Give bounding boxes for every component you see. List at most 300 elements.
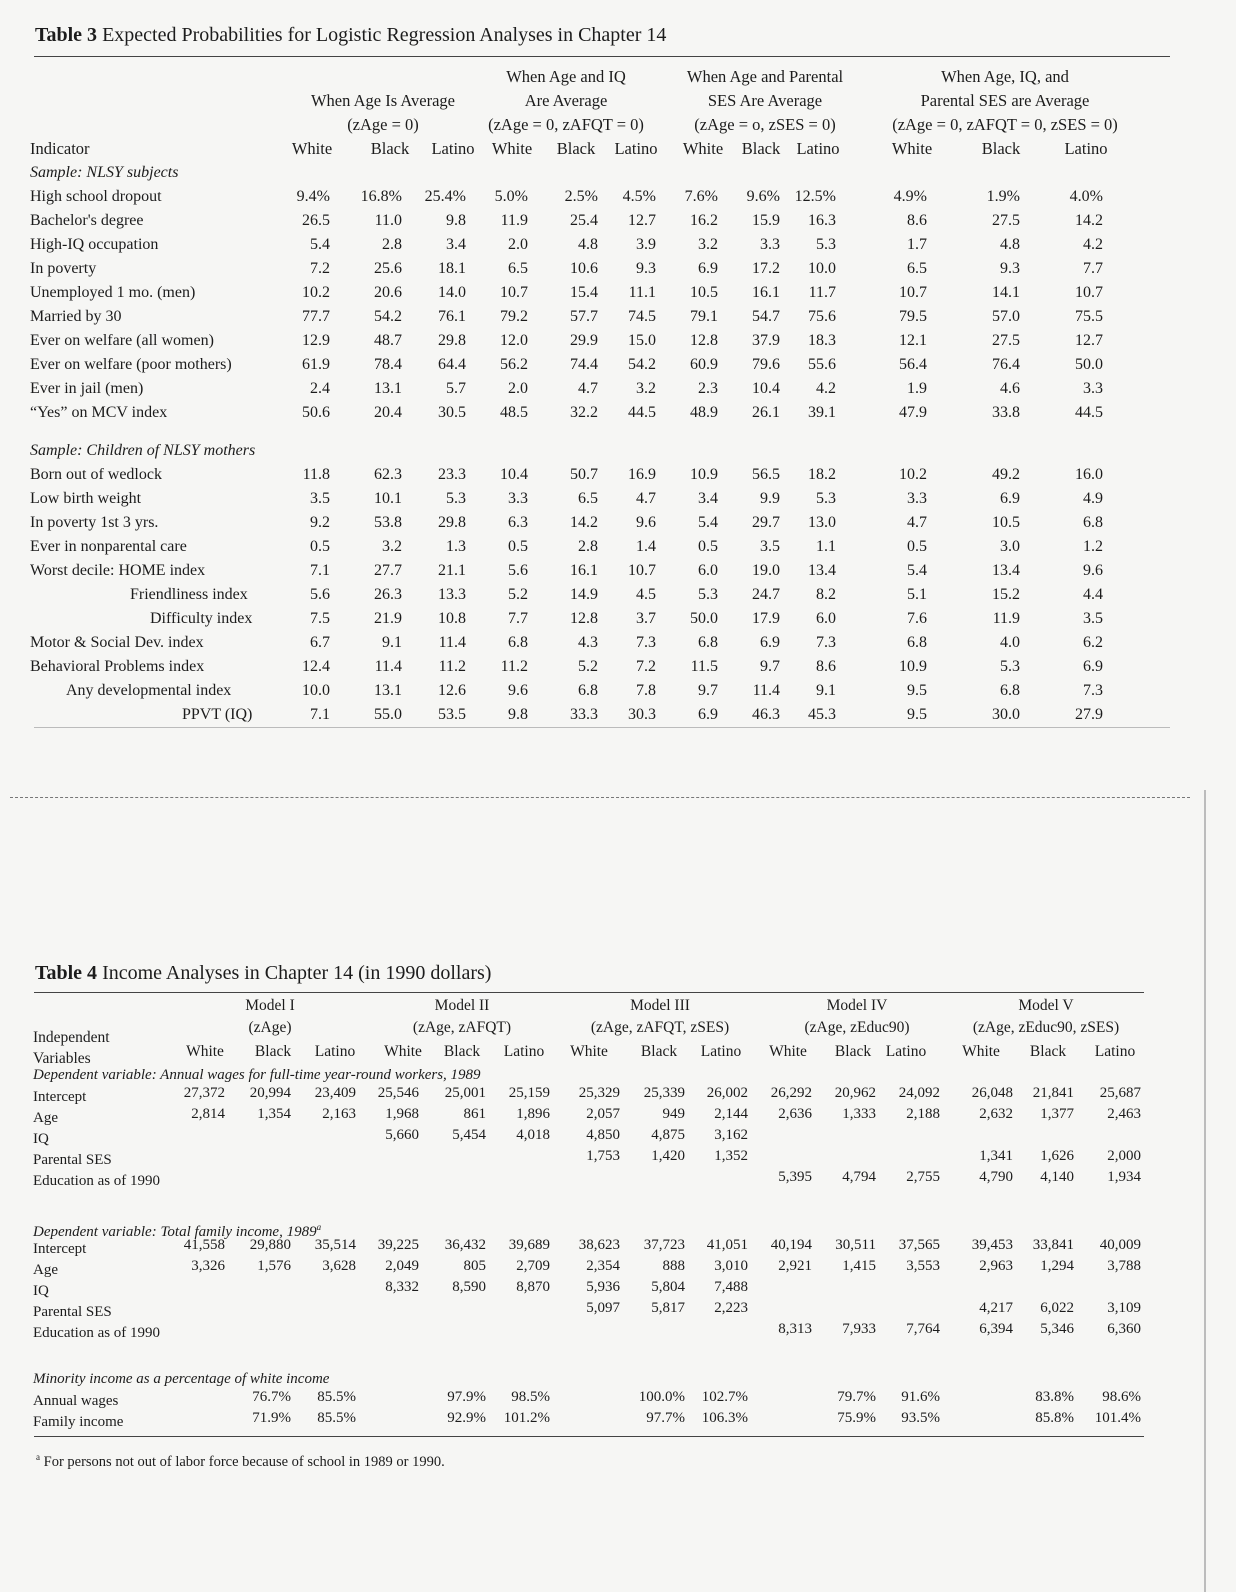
table3-cell: 10.7 [500, 284, 528, 301]
table3-cell: 50.0 [690, 610, 718, 627]
table3-cell: 16.2 [690, 212, 718, 229]
table3-cell: 7.6% [684, 188, 718, 205]
table4-cell: 6,360 [1107, 1321, 1141, 1337]
table3-cell: 6.0 [698, 562, 718, 579]
table3-row-label: Worst decile: HOME index [30, 562, 206, 579]
table4-cell: 26,002 [706, 1085, 748, 1101]
table4-cell: 29,880 [249, 1237, 291, 1253]
table4-section-label: Minority income as a percentage of white income [33, 1371, 330, 1387]
table3-cell: 3.3 [907, 490, 927, 507]
table4-cell: 1,333 [842, 1106, 876, 1122]
table4-cell: 4,217 [979, 1300, 1013, 1316]
table4-model-spec: (zAge, zEduc90) [804, 1019, 910, 1036]
table4-cell: 2,709 [516, 1258, 550, 1274]
table4-cell: 3,788 [1107, 1258, 1141, 1274]
table3-cell: 4.6 [1000, 380, 1020, 397]
table3-cell: 6.8 [907, 634, 927, 651]
table4-cell: 3,553 [906, 1258, 940, 1274]
table3-cell: 18.2 [808, 466, 836, 483]
table3-cell: 11.4 [438, 634, 466, 651]
table3-row-label: Married by 30 [30, 308, 122, 325]
table4-cell: 30,511 [835, 1237, 876, 1253]
table4-cell: 25,159 [508, 1085, 550, 1101]
table3-cell: 4.9% [893, 188, 927, 205]
table4-cell: 1,341 [979, 1148, 1013, 1164]
table4-cell: 41,051 [706, 1237, 748, 1253]
table3-cell: 50.0 [1075, 356, 1103, 373]
table4-cell: 2,223 [714, 1300, 748, 1316]
table4-cell: 2,636 [778, 1106, 812, 1122]
table4-cell: 8,313 [778, 1321, 812, 1337]
table4-cell: 39,225 [377, 1237, 419, 1253]
table4-column-label: Latino [1094, 1043, 1136, 1060]
table4-column-label: Black [254, 1043, 292, 1060]
table3-cell: 0.5 [310, 538, 330, 555]
table4-cell: 91.6% [901, 1389, 940, 1405]
table3-cell: 4.8 [1000, 236, 1020, 253]
table3-cell: 16.3 [808, 212, 836, 229]
table3-cell: 12.0 [500, 332, 528, 349]
table3-cell: 25.6 [374, 260, 402, 277]
table3-cell: 3.3 [508, 490, 528, 507]
table3-cell: 3.2 [698, 236, 718, 253]
table3-cell: 4.5% [622, 188, 656, 205]
table3-cell: 13.1 [374, 380, 402, 397]
table4-column-label: Latino [503, 1043, 545, 1060]
table3-cell: 4.7 [907, 514, 927, 531]
table3-cell: 12.9 [302, 332, 330, 349]
table4-row-label: IQ [33, 1131, 49, 1147]
table3-cell: 11.5 [690, 658, 718, 675]
table4-cell: 5,936 [586, 1279, 620, 1295]
table4-column-label: Black [834, 1043, 872, 1060]
table4-cell: 26,292 [770, 1085, 812, 1101]
table4-cell: 20,962 [834, 1085, 876, 1101]
table3-cell: 7.1 [310, 706, 330, 723]
table3-cell: 11.1 [628, 284, 656, 301]
table4-cell: 5,346 [1040, 1321, 1074, 1337]
table4-cell: 21,841 [1032, 1085, 1074, 1101]
table3-cell: 5.0% [494, 188, 528, 205]
table4-cell: 41,558 [183, 1237, 225, 1253]
page-edge [1204, 790, 1206, 1592]
table3-cell: 64.4 [438, 356, 466, 373]
table4-cell: 40,194 [770, 1237, 812, 1253]
table3-cell: 76.4 [992, 356, 1020, 373]
table3-title: Table 3 Expected Probabilities for Logistic Regression Analyses in Chapter 14 [35, 24, 667, 46]
table3-group-header: (zAge = 0) [347, 115, 419, 134]
table3-cell: 3.3 [1083, 380, 1103, 397]
table3-row-label: Low birth weight [30, 490, 142, 507]
table3-cell: 9.4% [296, 188, 330, 205]
table4-model-name: Model III [630, 997, 690, 1014]
table3-cell: 14.9 [570, 586, 598, 603]
table3-cell: 7.5 [310, 610, 330, 627]
table3-cell: 9.7 [698, 682, 718, 699]
table3-cell: 9.3 [636, 260, 656, 277]
table3-cell: 10.4 [752, 380, 780, 397]
table3-cell: 9.6 [636, 514, 656, 531]
table3-group-header: Parental SES are Average [920, 91, 1090, 110]
table3-cell: 0.5 [698, 538, 718, 555]
table3-row-label: Difficulty index [150, 610, 253, 627]
table4-column-label: Latino [885, 1043, 927, 1060]
table3-cell: 10.1 [374, 490, 402, 507]
table3-cell: 14.2 [1075, 212, 1103, 229]
table3-cell: 9.8 [446, 212, 466, 229]
table3-cell: 9.3 [1000, 260, 1020, 277]
table3-cell: 9.6% [746, 188, 780, 205]
table3-cell: 29.8 [438, 514, 466, 531]
table4-model-spec: (zAge, zEduc90, zSES) [972, 1019, 1120, 1036]
table3-cell: 25.4% [424, 188, 466, 205]
table3-cell: 5.3 [446, 490, 466, 507]
table3-column-label: White [291, 139, 333, 158]
table3-cell: 10.9 [690, 466, 718, 483]
table3-cell: 27.5 [992, 212, 1020, 229]
table3-row-label: Motor & Social Dev. index [30, 634, 204, 651]
table3-cell: 17.9 [752, 610, 780, 627]
table3-cell: 9.6 [508, 682, 528, 699]
table4-cell: 2,049 [385, 1258, 419, 1274]
table4-cell: 8,870 [516, 1279, 550, 1295]
table3-cell: 12.8 [570, 610, 598, 627]
table3-cell: 9.1 [816, 682, 836, 699]
table4-indep-label: Independent [33, 1029, 110, 1046]
table4-cell: 2,921 [778, 1258, 812, 1274]
table4-title: Table 4 Income Analyses in Chapter 14 (in 1990 dollars) [35, 962, 492, 984]
table3-cell: 53.8 [374, 514, 402, 531]
table3-cell: 0.5 [907, 538, 927, 555]
table3-cell: 27.9 [1075, 706, 1103, 723]
table4-cell: 2,632 [979, 1106, 1013, 1122]
table4-row-label: Education as of 1990 [33, 1173, 161, 1189]
table4-column-label: Black [640, 1043, 678, 1060]
table4-cell: 25,339 [643, 1085, 685, 1101]
table3-cell: 5.4 [698, 514, 718, 531]
table3-cell: 2.8 [578, 538, 598, 555]
table3-cell: 48.5 [500, 404, 528, 421]
table3-cell: 11.4 [374, 658, 402, 675]
table3-cell: 15.0 [628, 332, 656, 349]
table4-row-label: Intercept [33, 1241, 87, 1257]
table3-section-label: Sample: NLSY subjects [30, 164, 179, 181]
table4-cell: 1,377 [1040, 1106, 1074, 1122]
table3-cell: 5.2 [578, 658, 598, 675]
table3-cell: 10.2 [302, 284, 330, 301]
table3-cell: 12.8 [690, 332, 718, 349]
table3-cell: 32.2 [570, 404, 598, 421]
table4-cell: 102.7% [701, 1389, 748, 1405]
table4-cell: 2,354 [586, 1258, 620, 1274]
table4-cell: 5,660 [385, 1127, 419, 1143]
table3-cell: 3.7 [636, 610, 656, 627]
table3-cell: 48.7 [374, 332, 402, 349]
table3-cell: 3.5 [310, 490, 330, 507]
table4-footnote: $^a$ For persons not out of labor force because of school in 1989 or 1990. [36, 1452, 445, 1470]
table4-cell: 97.9% [447, 1389, 486, 1405]
table3-cell: 2.8 [382, 236, 402, 253]
table3-cell: 3.2 [382, 538, 402, 555]
table3-cell: 12.7 [628, 212, 656, 229]
table3-cell: 30.3 [628, 706, 656, 723]
table3-cell: 27.5 [992, 332, 1020, 349]
table4-column-label: White [962, 1043, 1000, 1060]
table3-row-label: High-IQ occupation [30, 236, 159, 253]
table3-cell: 33.8 [992, 404, 1020, 421]
table3-cell: 7.7 [1083, 260, 1103, 277]
table3-cell: 6.8 [1000, 682, 1020, 699]
table3-cell: 2.4 [310, 380, 330, 397]
table3-cell: 46.3 [752, 706, 780, 723]
table4-cell: 8,590 [452, 1279, 486, 1295]
table4-cell: 2,463 [1107, 1106, 1141, 1122]
table3-cell: 8.2 [816, 586, 836, 603]
table4-cell: 1,352 [714, 1148, 748, 1164]
table3-cell: 53.5 [438, 706, 466, 723]
table4-cell: 2,057 [586, 1106, 620, 1122]
table3-cell: 21.1 [438, 562, 466, 579]
table3-row-label: Friendliness index [130, 586, 248, 603]
table4-cell: 75.9% [837, 1410, 876, 1426]
table3-cell: 6.8 [578, 682, 598, 699]
table3-cell: 49.2 [992, 466, 1020, 483]
table3-cell: 45.3 [808, 706, 836, 723]
table3-cell: 39.1 [808, 404, 836, 421]
table3-cell: 5.4 [310, 236, 330, 253]
table3-cell: 2.0 [508, 380, 528, 397]
table4-cell: 8,332 [385, 1279, 419, 1295]
table4-row-label: Family income [33, 1414, 124, 1430]
table4-model-name: Model V [1018, 997, 1074, 1014]
table4-cell: 98.5% [511, 1389, 550, 1405]
table3-cell: 8.6 [816, 658, 836, 675]
table3-cell: 12.5% [794, 188, 836, 205]
table4-cell: 4,850 [586, 1127, 620, 1143]
table4-cell: 1,415 [842, 1258, 876, 1274]
table3-cell: 1.7 [907, 236, 927, 253]
table3-cell: 11.2 [438, 658, 466, 675]
table4-column-label: Latino [314, 1043, 356, 1060]
table4-section-label: Dependent variable: Total family income, 1989$^a$ [33, 1222, 322, 1240]
table3-cell: 20.6 [374, 284, 402, 301]
table3-cell: 10.7 [899, 284, 927, 301]
table3-column-label: White [491, 139, 533, 158]
table3-cell: 3.2 [636, 380, 656, 397]
table3-cell: 6.9 [760, 634, 780, 651]
table3-column-label: Black [556, 139, 596, 158]
table3-cell: 29.8 [438, 332, 466, 349]
table4-cell: 4,790 [979, 1169, 1013, 1185]
table3-cell: 6.5 [578, 490, 598, 507]
table3-cell: 61.9 [302, 356, 330, 373]
table3-cell: 12.4 [302, 658, 330, 675]
table3-cell: 5.3 [816, 490, 836, 507]
table3-cell: 60.9 [690, 356, 718, 373]
table4-cell: 24,092 [898, 1085, 940, 1101]
table3-cell: 13.4 [808, 562, 836, 579]
table3-cell: 57.0 [992, 308, 1020, 325]
table3-cell: 7.7 [508, 610, 528, 627]
table3-cell: 8.6 [907, 212, 927, 229]
table4-cell: 2,755 [906, 1169, 940, 1185]
table4-row-label: Annual wages [33, 1393, 119, 1409]
table3-cell: 20.4 [374, 404, 402, 421]
table3-row-label: Unemployed 1 mo. (men) [30, 284, 196, 301]
table4-cell: 35,514 [314, 1237, 356, 1253]
table3-cell: 10.5 [992, 514, 1020, 531]
table4-cell: 38,623 [578, 1237, 620, 1253]
table4-cell: 3,010 [714, 1258, 748, 1274]
table3-cell: 15.9 [752, 212, 780, 229]
table3-cell: 33.3 [570, 706, 598, 723]
table4-row-label: Parental SES [33, 1152, 112, 1168]
table3-cell: 16.8% [360, 188, 402, 205]
table3-cell: 6.5 [907, 260, 927, 277]
table4-cell: 39,453 [971, 1237, 1013, 1253]
table3-group-header: (zAge = o, zSES = 0) [694, 115, 836, 134]
table3-cell: 11.9 [500, 212, 528, 229]
table4-cell: 100.0% [638, 1389, 685, 1405]
table4-cell: 3,109 [1107, 1300, 1141, 1316]
table4-cell: 5,804 [651, 1279, 685, 1295]
table3-cell: 19.0 [752, 562, 780, 579]
table4-cell: 861 [463, 1106, 486, 1122]
table3-cell: 5.4 [907, 562, 927, 579]
table3-cell: 11.9 [992, 610, 1020, 627]
table3-cell: 15.2 [992, 586, 1020, 603]
table4-cell: 33,841 [1032, 1237, 1074, 1253]
table3-row-label: Bachelor's degree [30, 212, 144, 229]
table4-model-name: Model IV [826, 997, 888, 1014]
table4-cell: 2,814 [191, 1106, 225, 1122]
table3-cell: 4.8 [578, 236, 598, 253]
table3-cell: 3.0 [1000, 538, 1020, 555]
table3-cell: 13.1 [374, 682, 402, 699]
table4-cell: 37,565 [898, 1237, 940, 1253]
table4-cell: 97.7% [646, 1410, 685, 1426]
table3-row-label: In poverty [30, 260, 97, 277]
table3-cell: 4.2 [1083, 236, 1103, 253]
table3-cell: 9.1 [382, 634, 402, 651]
table3-cell: 13.4 [992, 562, 1020, 579]
table3-cell: 6.8 [698, 634, 718, 651]
table4-cell: 3,628 [322, 1258, 356, 1274]
table3-cell: 77.7 [302, 308, 330, 325]
table4-cell: 83.8% [1035, 1389, 1074, 1405]
table4-cell: 106.3% [701, 1410, 748, 1426]
table4-model-spec: (zAge, zAFQT, zSES) [590, 1019, 730, 1036]
table4-cell: 2,188 [906, 1106, 940, 1122]
table4-cell: 1,896 [516, 1106, 550, 1122]
table4-column-label: White [769, 1043, 807, 1060]
table4-cell: 40,009 [1099, 1237, 1141, 1253]
table3-cell: 75.6 [808, 308, 836, 325]
table3-cell: 3.9 [636, 236, 656, 253]
table3-group-header: (zAge = 0, zAFQT = 0, zSES = 0) [892, 115, 1118, 134]
table4-cell: 92.9% [447, 1410, 486, 1426]
table3-cell: 6.5 [508, 260, 528, 277]
table3-cell: 57.7 [570, 308, 598, 325]
table4-cell: 5,395 [778, 1169, 812, 1185]
table4-cell: 79.7% [837, 1389, 876, 1405]
table3-cell: 3.5 [760, 538, 780, 555]
table3-cell: 55.0 [374, 706, 402, 723]
table3-cell: 54.2 [628, 356, 656, 373]
table3-group-header: When Age Is Average [310, 91, 455, 110]
table3-cell: 3.5 [1083, 610, 1103, 627]
table3-cell: 24.7 [752, 586, 780, 603]
table3-cell: 26.3 [374, 586, 402, 603]
table4-model-spec: (zAge, zAFQT) [412, 1019, 512, 1036]
table4-cell: 6,022 [1040, 1300, 1074, 1316]
table3-row-label: Ever in jail (men) [30, 380, 144, 397]
table3-bottom-rule [34, 727, 1170, 728]
table3-cell: 26.1 [752, 404, 780, 421]
table3-cell: 16.0 [1075, 466, 1103, 483]
table3-group-header: When Age, IQ, and [941, 67, 1069, 86]
table3-row-label: Ever in nonparental care [30, 538, 187, 555]
table3-cell: 10.8 [438, 610, 466, 627]
table4-cell: 1,753 [586, 1148, 620, 1164]
table4-cell: 3,162 [714, 1127, 748, 1143]
table4-cell: 1,294 [1040, 1258, 1074, 1274]
table3-cell: 12.7 [1075, 332, 1103, 349]
table4-column-label: Black [1029, 1043, 1067, 1060]
table3-row-label: Born out of wedlock [30, 466, 162, 483]
table3-cell: 18.1 [438, 260, 466, 277]
page-separator [10, 797, 1190, 798]
table3-cell: 9.5 [907, 682, 927, 699]
table4-row-label: Education as of 1990 [33, 1325, 161, 1341]
table3-cell: 10.7 [1075, 284, 1103, 301]
table4-model-spec: (zAge) [248, 1019, 292, 1036]
table3-cell: 7.3 [816, 634, 836, 651]
table4-cell: 36,432 [444, 1237, 486, 1253]
table3-cell: 9.5 [907, 706, 927, 723]
table3-cell: 5.1 [907, 586, 927, 603]
table3-cell: 37.9 [752, 332, 780, 349]
table3-section-label: Sample: Children of NLSY mothers [30, 442, 256, 459]
table4-bottom-rule [34, 1436, 1144, 1437]
table4-row-label: Intercept [33, 1089, 87, 1105]
table3-cell: 78.4 [374, 356, 402, 373]
table3-top-rule [34, 56, 1170, 57]
table3-cell: 2.3 [698, 380, 718, 397]
table3-cell: 9.7 [760, 658, 780, 675]
table3-cell: 11.0 [374, 212, 402, 229]
table3-cell: 29.9 [570, 332, 598, 349]
table3-cell: 9.8 [508, 706, 528, 723]
table4-cell: 71.9% [252, 1410, 291, 1426]
table3-cell: 5.2 [508, 586, 528, 603]
table3-cell: 4.0 [1000, 634, 1020, 651]
table3-cell: 5.7 [446, 380, 466, 397]
table4-column-label: White [384, 1043, 422, 1060]
table4-cell: 37,723 [643, 1237, 685, 1253]
table3-cell: 1.2 [1083, 538, 1103, 555]
table3-cell: 10.9 [899, 658, 927, 675]
table3-cell: 14.0 [438, 284, 466, 301]
table3-cell: 10.2 [899, 466, 927, 483]
table4-cell: 93.5% [901, 1410, 940, 1426]
table3-cell: 4.9 [1083, 490, 1103, 507]
table3-cell: 48.9 [690, 404, 718, 421]
table3-column-label: White [891, 139, 933, 158]
table3-cell: 5.3 [1000, 658, 1020, 675]
table4-cell: 4,794 [842, 1169, 876, 1185]
table3-cell: 7.8 [636, 682, 656, 699]
